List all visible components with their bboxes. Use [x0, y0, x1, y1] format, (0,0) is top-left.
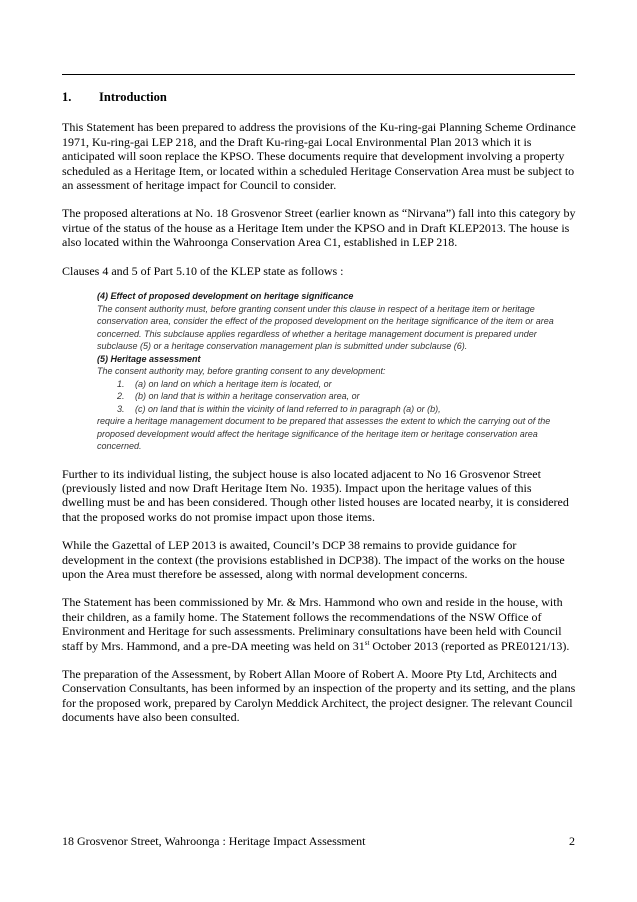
clause-5-heading: (5) Heritage assessment: [97, 353, 201, 364]
item-number: 3.: [117, 403, 125, 414]
clause-5-item: [97, 403, 577, 416]
klep-clause-quote: [97, 290, 577, 453]
paragraph-6: [62, 595, 576, 653]
paragraph-4: Further to its individual listing, the subject house is also located adjacent to No 16 Grosvenor Street (previously listed and now Draft Heritage Item No. 1935). Impact upon the heritage values of this dwelling must be and has been considered. Though other listed houses are located nearby, it is considered that the proposed works do not promise impact upon those items.: [62, 466, 569, 524]
item-text: (c) on land that is within the vicinity of land referred to in paragraph (a) or (b),: [135, 403, 441, 414]
top-rule: [62, 74, 575, 75]
paragraph-3: Clauses 4 and 5 of Part 5.10 of the KLEP state as follows :: [62, 263, 344, 278]
clause-5-intro: The consent authority may, before granting consent to any development:: [97, 366, 386, 377]
page-content: [62, 90, 576, 739]
ordinal-suffix: st: [364, 638, 370, 647]
paragraph-7: The preparation of the Assessment, by Robert Allan Moore of Robert A. Moore Pty Ltd, Architects and Conservation Consultants, has been informed by an inspection of the property and its setting, and the plans for the proposed work, prepared by Carolyn Meddick Architect, the project designer. The relevant Council documents have also been consulted.: [62, 667, 576, 725]
item-text: (a) on land on which a heritage item is located, or: [135, 378, 332, 389]
section-number: 1.: [62, 90, 72, 104]
item-number: 1.: [117, 378, 125, 389]
clause-5-list: [97, 378, 577, 416]
page-footer: [62, 834, 575, 849]
paragraph-5: While the Gazettal of LEP 2013 is awaited, Council’s DCP 38 remains to provide guidance for development in the context (the provisions established in DCP38). The impact of the works on the house upon the Area must therefore be assessed, along with normal development concerns.: [62, 538, 565, 581]
clause-4-heading: (4) Effect of proposed development on heritage significance: [97, 291, 354, 302]
page-number: 2: [569, 834, 575, 848]
clause-5-end: require a heritage management document to be prepared that assesses the extent to which the carrying out of the proposed development would affect the heritage significance of the heritage item or heritage conservation area concerned.: [97, 416, 551, 452]
paragraph-1: This Statement has been prepared to address the provisions of the Ku-ring-gai Planning Scheme Ordinance 1971, Ku-ring-gai LEP 218, and the Draft Ku-ring-gai Local Environmental Plan 2013 which it is anticipated will soon replace the KPSO. These documents require that development involving a property scheduled as a Heritage Item, or located within a scheduled Heritage Conservation Area must be subject to an assessment of heritage impact for Council to consider.: [62, 120, 576, 193]
section-heading: [62, 90, 576, 104]
item-number: 2.: [117, 391, 125, 402]
footer-title: 18 Grosvenor Street, Wahroonga : Heritage Impact Assessment: [62, 834, 366, 848]
clause-4-text: The consent authority must, before granting consent under this clause in respect of a heritage item or heritage conservation area, consider the effect of the proposed development on the heritage significance of the item or area concerned. This subclause applies regardless of whether a heritage management document is prepared under subclause (5) or a heritage conservation management plan is submitted under subclause (6).: [97, 303, 554, 352]
paragraph-2: The proposed alterations at No. 18 Grosvenor Street (earlier known as “Nirvana”) fall into this category by virtue of the status of the house as a Heritage Item under the KPSO and in Draft KLEP2013. The house is also located within the Wahroonga Conservation Area C1, established in LEP 218.: [62, 206, 576, 250]
section-title: Introduction: [99, 90, 167, 104]
paragraph-6-text-end: October 2013 (reported as PRE0121/13).: [369, 638, 570, 653]
paragraph-6-text: The Statement has been commissioned by Mr. & Mrs. Hammond who own and reside in the house, with their children, as a family home. The Statement follows the recommendations of the NSW Office of Environment and Heritage for such assessments. Preliminary consultations have been held with Council staff by Mrs. Hammond, and a pre-DA meeting was held on 31: [62, 595, 563, 653]
item-text: (b) on land that is within a heritage conservation area, or: [135, 391, 360, 402]
clause-5-item: [97, 378, 577, 391]
clause-5-item: [97, 390, 577, 403]
